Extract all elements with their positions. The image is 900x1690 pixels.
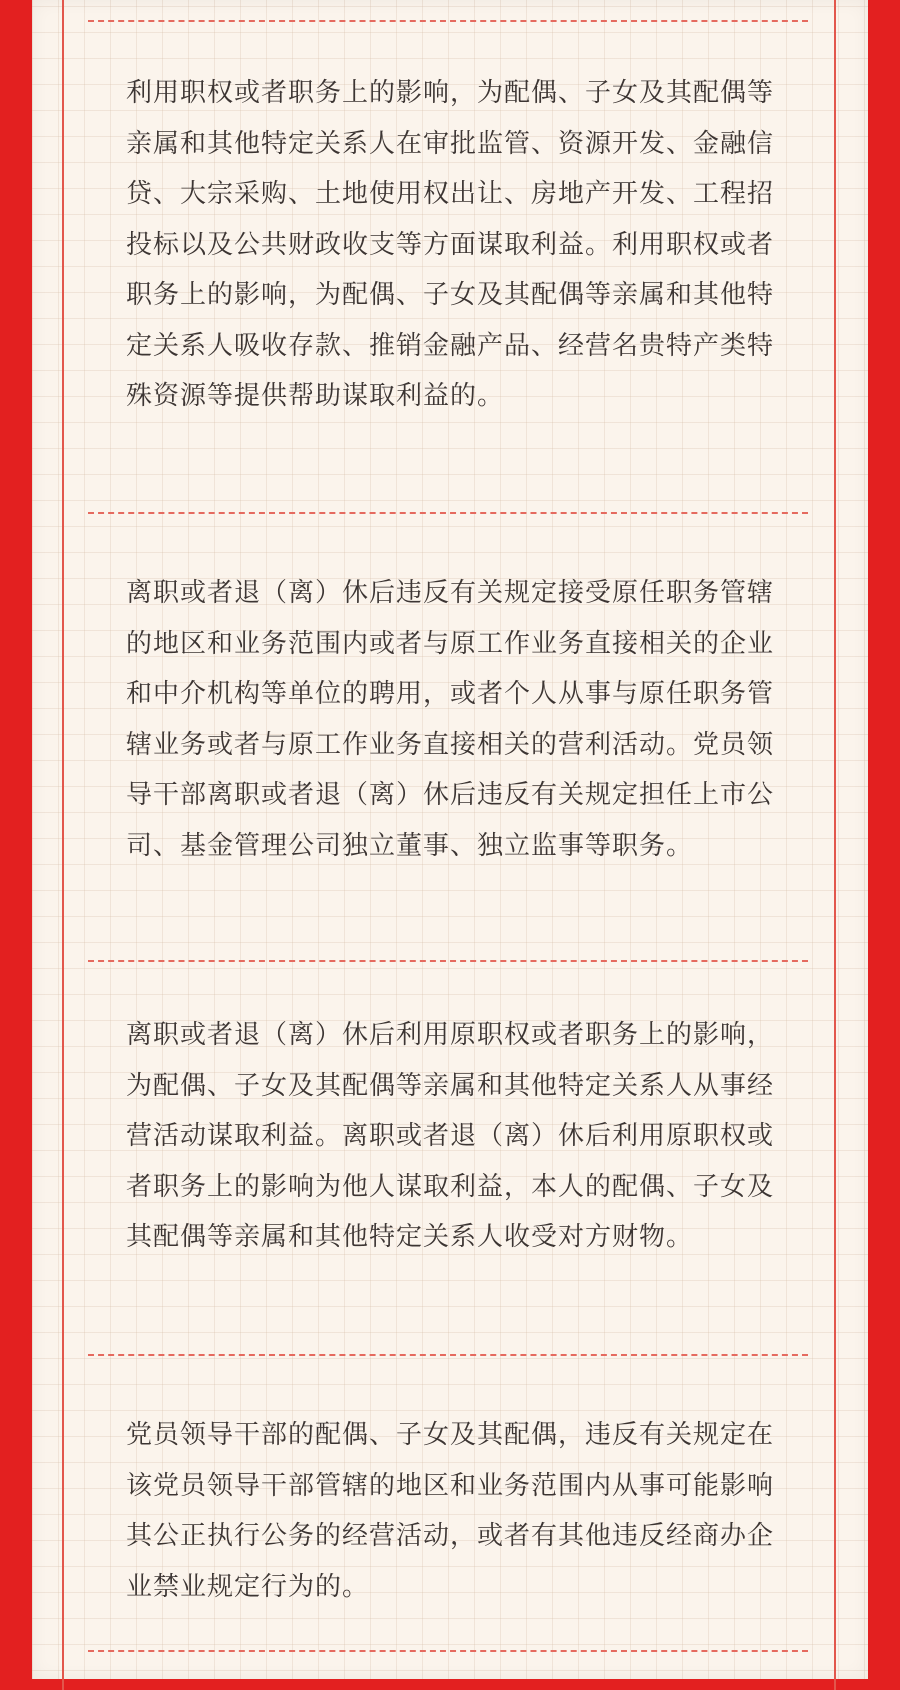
section-text-2: 离职或者退（离）休后违反有关规定接受原任职务管辖的地区和业务范围内或者与原工作业务直接相关的企业和中介机构等单位的聘用，或者个人从事与原任职务管辖业务或者与原工作业务直接相关的营利活动。党员领导干部离职或者退（离）休后违反有关规定担任上市公司、基金管理公司独立董事、独立监事等职务。 — [126, 578, 775, 861]
dashed-divider — [88, 960, 808, 962]
section-text-1: 利用职权或者职务上的影响，为配偶、子女及其配偶等亲属和其他特定关系人在审批监管、资源开发、金融信贷、大宗采购、土地使用权出让、房地产开发、工程招投标以及公共财政收支等方面谋取利益。利用职权或者职务上的影响，为配偶、子女及其配偶等亲属和其他特定关系人吸收存款、推销金融产品、经营名贵特产类特殊资源等提供帮助谋取利益的。 — [126, 78, 775, 411]
dashed-divider — [88, 512, 808, 514]
section-text-4: 党员领导干部的配偶、子女及其配偶，违反有关规定在该党员领导干部管辖的地区和业务范围内从事可能影响其公正执行公务的经营活动，或者有其他违反经商办企业禁业规定行为的。 — [126, 1420, 775, 1602]
dashed-divider — [88, 1650, 808, 1652]
dashed-divider — [88, 20, 808, 22]
paper-sheet — [32, 0, 868, 1679]
section-text-3: 离职或者退（离）休后利用原职权或者职务上的影响，为配偶、子女及其配偶等亲属和其他特定关系人从事经营活动谋取利益。离职或者退（离）休后利用原职权或者职务上的影响为他人谋取利益，本人的配偶、子女及其配偶等亲属和其他特定关系人收受对方财物。 — [126, 1020, 775, 1252]
dashed-divider — [88, 1354, 808, 1356]
